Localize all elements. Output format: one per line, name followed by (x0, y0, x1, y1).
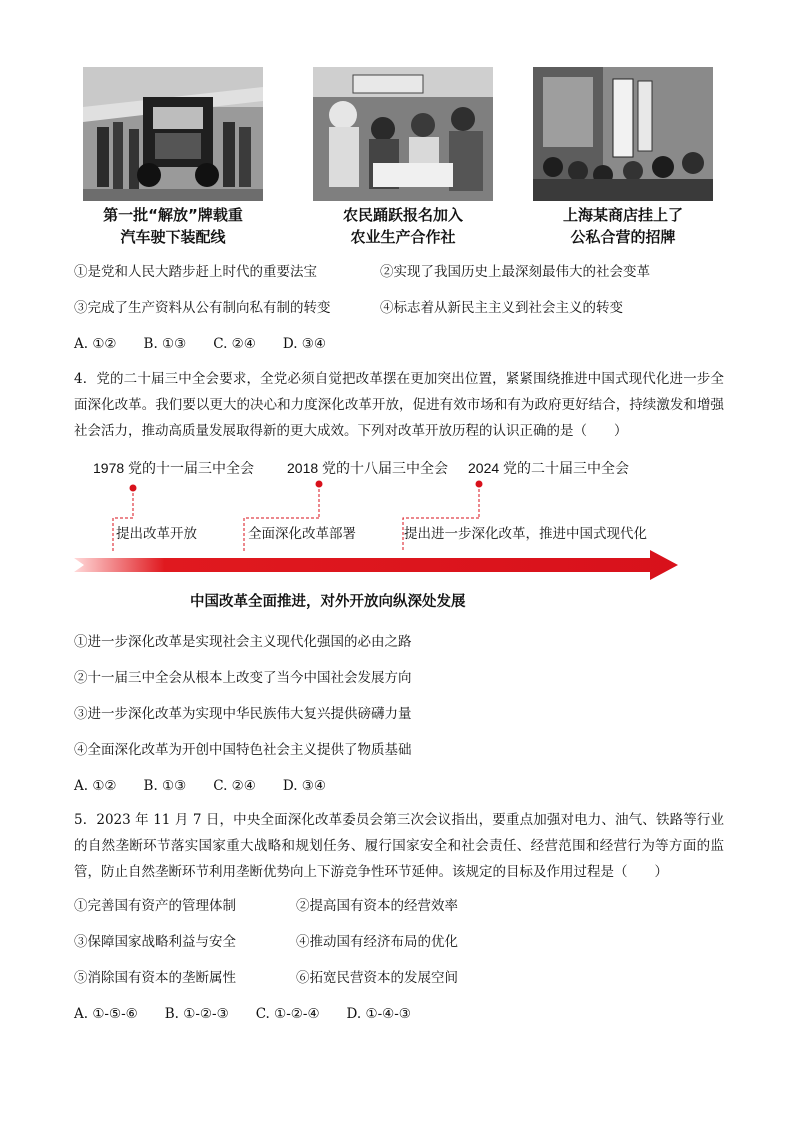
q4-option-2: ②十一届三中全会从根本上改变了当今中国社会发展方向 (74, 670, 412, 686)
q5-option-1: ①完善国有资产的管理体制 (74, 898, 236, 914)
timeline-label-2018: 2018 党的十八届三中全会 (287, 460, 449, 476)
photo-caption-2: 农民踊跃报名加入 农业生产合作社 (342, 206, 463, 246)
q5-stem: 5．2023 年 11 月 7 日，中央全面深化改革委员会第三次会议指出，要重点加强对电力、油气、铁路等行业的自然垄断环节落实国家重大战略和规划任务、履行国家安全和社会责任、经营范围和经营行为等方面的监管，防止自然垄断环节利用垄断优势向上下游竞争性环节延伸。该规定的目标及作用过程是（ ） (74, 812, 724, 880)
q5-option-6: ⑥拓宽民营资本的发展空间 (296, 970, 458, 986)
photo-caption-3: 上海某商店挂上了 公私合营的招牌 (562, 206, 683, 246)
timeline-dot-2018 (316, 481, 323, 488)
q5-option-5: ⑤消除国有资本的垄断属性 (74, 970, 236, 986)
q4-option-3: ③进一步深化改革为实现中华民族伟大复兴提供磅礴力量 (74, 706, 412, 722)
q3-option-1: ①是党和人民大踏步赶上时代的重要法宝 (74, 264, 317, 280)
timeline-label-2024: 2024 党的二十届三中全会 (468, 460, 630, 476)
q5-option-3: ③保障国家战略利益与安全 (74, 934, 236, 950)
q4-option-4: ④全面深化改革为开创中国特色社会主义提供了物质基础 (74, 742, 412, 758)
timeline-arrow (74, 550, 678, 580)
timeline-box-2018: 全面深化改革部署 (248, 526, 356, 542)
truck-factory-photo (83, 67, 263, 201)
q5-option-4: ④推动国有经济布局的优化 (296, 934, 458, 950)
timeline-caption: 中国改革全面推进，对外开放向纵深处发展 (190, 594, 466, 610)
q3-option-3: ③完成了生产资料从公有制向私有制的转变 (74, 300, 331, 316)
farmers-signup-photo (313, 67, 493, 201)
timeline-box-2024: 提出进一步深化改革，推进中国式现代化 (404, 526, 647, 542)
q3-option-4: ④标志着从新民主主义到社会主义的转变 (380, 300, 623, 316)
q4-answer-choices: A. ①② B. ①③ C. ②④ D. ③④ (74, 778, 327, 794)
q5-option-2: ②提高国有资本的经营效率 (296, 898, 458, 914)
timeline-dot-1978 (130, 485, 137, 492)
q4-option-1: ①进一步深化改革是实现社会主义现代化强国的必由之路 (74, 634, 412, 650)
q5-answer-choices: A. ①-⑤-⑥ B. ①-②-③ C. ①-②-④ D. ①-④-③ (74, 1006, 411, 1022)
q3-answer-choices: A. ①② B. ①③ C. ②④ D. ③④ (74, 336, 327, 352)
q3-option-2: ②实现了我国历史上最深刻最伟大的社会变革 (380, 264, 650, 280)
shop-sign-photo (533, 67, 713, 201)
q4-stem: 4．党的二十届三中全会要求，全党必须自觉把改革摆在更加突出位置，紧紧围绕推进中国式现代化进一步全面深化改革。我们要以更大的决心和力度深化改革开放，促进有效市场和有为政府更好结合，持续激发和增强社会活力，推动高质量发展取得新的更大成效。下列对改革开放历程的认识正确的是（ ） (74, 371, 724, 439)
timeline-dot-2024 (476, 481, 483, 488)
timeline-label-1978: 1978 党的十一届三中全会 (93, 460, 255, 476)
photo-caption-1: 第一批“解放”牌载重 汽车驶下装配线 (103, 206, 243, 246)
timeline-box-1978: 提出改革开放 (116, 526, 197, 542)
